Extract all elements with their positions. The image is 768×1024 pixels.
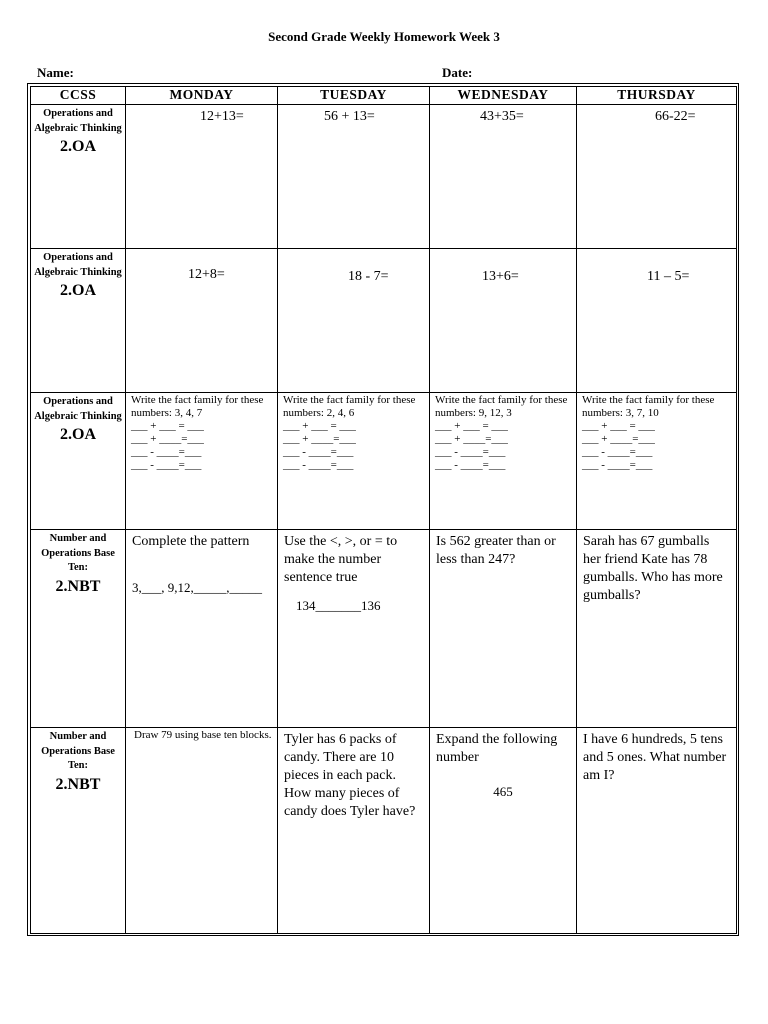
blank-line: ___ + ___ = ___ — [283, 420, 356, 432]
fact-family-numbers: 3, 7, 10 — [625, 407, 659, 419]
standard-name: Number and Operations Base Ten: — [41, 731, 115, 771]
number-sentence: 134_______136 — [296, 598, 381, 613]
column-header-ccss: CCSS — [31, 87, 126, 105]
blank-line: ___ - ____=___ — [435, 446, 506, 458]
problem-text: Use the <, >, or = to make the number sentence true — [284, 534, 398, 585]
table-row — [31, 530, 737, 728]
problem-text: 43+35= — [480, 109, 524, 124]
blank-line: ___ + ____=___ — [131, 433, 204, 445]
column-header-thursday: THURSDAY — [577, 87, 737, 105]
standard-code: 2.OA — [60, 282, 96, 299]
standard-cell — [31, 728, 126, 934]
standard-cell — [31, 249, 126, 393]
standard-cell — [31, 530, 126, 728]
problem-text: 66-22= — [655, 109, 696, 124]
standard-cell — [31, 105, 126, 249]
column-header-monday: MONDAY — [126, 87, 278, 105]
worksheet-title: Second Grade Weekly Homework Week 3 — [268, 29, 500, 44]
wednesday-cell — [430, 105, 577, 249]
table-row — [31, 728, 737, 934]
wednesday-cell — [430, 249, 577, 393]
header-row — [31, 87, 737, 105]
thursday-cell — [577, 393, 737, 530]
blank-line: ___ - ____=___ — [131, 459, 202, 471]
problem-text: Draw 79 using base ten blocks. — [134, 729, 272, 741]
fact-family-prompt: Write the fact family for these numbers: — [435, 394, 568, 419]
fact-family-prompt: Write the fact family for these numbers: — [582, 394, 715, 419]
monday-cell — [126, 530, 278, 728]
standard-name: Operations and Algebraic Thinking — [34, 252, 122, 278]
standard-name: Operations and Algebraic Thinking — [34, 396, 122, 422]
standard-code: 2.NBT — [55, 577, 101, 595]
wednesday-cell — [430, 393, 577, 530]
tuesday-cell — [278, 393, 430, 530]
monday-cell — [126, 728, 278, 934]
problem-text: 12+13= — [200, 109, 244, 124]
thursday-cell — [577, 728, 737, 934]
blank-line: ___ + ____=___ — [435, 433, 508, 445]
wednesday-cell — [430, 530, 577, 728]
blank-line: ___ - ____=___ — [131, 446, 202, 458]
problem-text: 18 - 7= — [348, 269, 389, 284]
number-to-expand: 465 — [493, 784, 513, 799]
thursday-cell — [577, 530, 737, 728]
standard-name: Operations and Algebraic Thinking — [34, 108, 122, 134]
problem-text: Is 562 greater than or less than 247? — [436, 534, 556, 567]
fact-family-numbers: 9, 12, 3 — [478, 407, 512, 419]
blank-line: ___ + ___ = ___ — [435, 420, 508, 432]
monday-cell — [126, 393, 278, 530]
table-row — [31, 105, 737, 249]
problem-text: 11 – 5= — [647, 269, 690, 284]
fact-family-numbers: 2, 4, 6 — [326, 407, 355, 419]
blank-line: ___ - ____=___ — [582, 446, 653, 458]
fact-family-prompt: Write the fact family for these numbers: — [283, 394, 416, 419]
problem-text: Complete the pattern — [132, 534, 250, 549]
tuesday-cell — [278, 105, 430, 249]
blank-line: ___ - ____=___ — [283, 446, 354, 458]
column-header-tuesday: TUESDAY — [278, 87, 430, 105]
blank-line: ___ + ___ = ___ — [131, 420, 204, 432]
pattern-sequence: 3,___, 9,12,_____,_____ — [132, 580, 262, 595]
blank-line: ___ - ____=___ — [582, 459, 653, 471]
name-label: Name: — [37, 65, 74, 80]
problem-text: 56 + 13= — [324, 109, 375, 124]
problem-text: 12+8= — [188, 267, 225, 282]
monday-cell — [126, 105, 278, 249]
thursday-cell — [577, 249, 737, 393]
problem-text: Expand the following number — [436, 732, 558, 765]
problem-text: I have 6 hundreds, 5 tens and 5 ones. What number am I? — [583, 732, 727, 783]
tuesday-cell — [278, 728, 430, 934]
table-row — [31, 393, 737, 530]
standard-code: 2.NBT — [55, 775, 101, 793]
problem-text: Sarah has 67 gumballs her friend Kate has 78 gumballs. Who has more gumballs? — [583, 534, 723, 603]
problem-text: Tyler has 6 packs of candy. There are 10 pieces in each pack. How many pieces of candy does Tyler have? — [284, 732, 416, 819]
standard-code: 2.OA — [60, 138, 96, 155]
homework-table — [30, 86, 737, 934]
fact-family-prompt: Write the fact family for these numbers: — [131, 394, 264, 419]
blank-line: ___ - ____=___ — [435, 459, 506, 471]
tuesday-cell — [278, 530, 430, 728]
standard-code: 2.OA — [60, 426, 96, 443]
table-row — [31, 249, 737, 393]
wednesday-cell — [430, 728, 577, 934]
tuesday-cell — [278, 249, 430, 393]
problem-text: 13+6= — [482, 269, 519, 284]
blank-line: ___ - ____=___ — [283, 459, 354, 471]
blank-line: ___ + ____=___ — [582, 433, 655, 445]
blank-line: ___ + ____=___ — [283, 433, 356, 445]
blank-line: ___ + ___ = ___ — [582, 420, 655, 432]
fact-family-numbers: 3, 4, 7 — [174, 407, 203, 419]
standard-name: Number and Operations Base Ten: — [41, 533, 115, 573]
thursday-cell — [577, 105, 737, 249]
date-label: Date: — [442, 65, 473, 80]
standard-cell — [31, 393, 126, 530]
column-header-wednesday: WEDNESDAY — [430, 87, 577, 105]
monday-cell — [126, 249, 278, 393]
